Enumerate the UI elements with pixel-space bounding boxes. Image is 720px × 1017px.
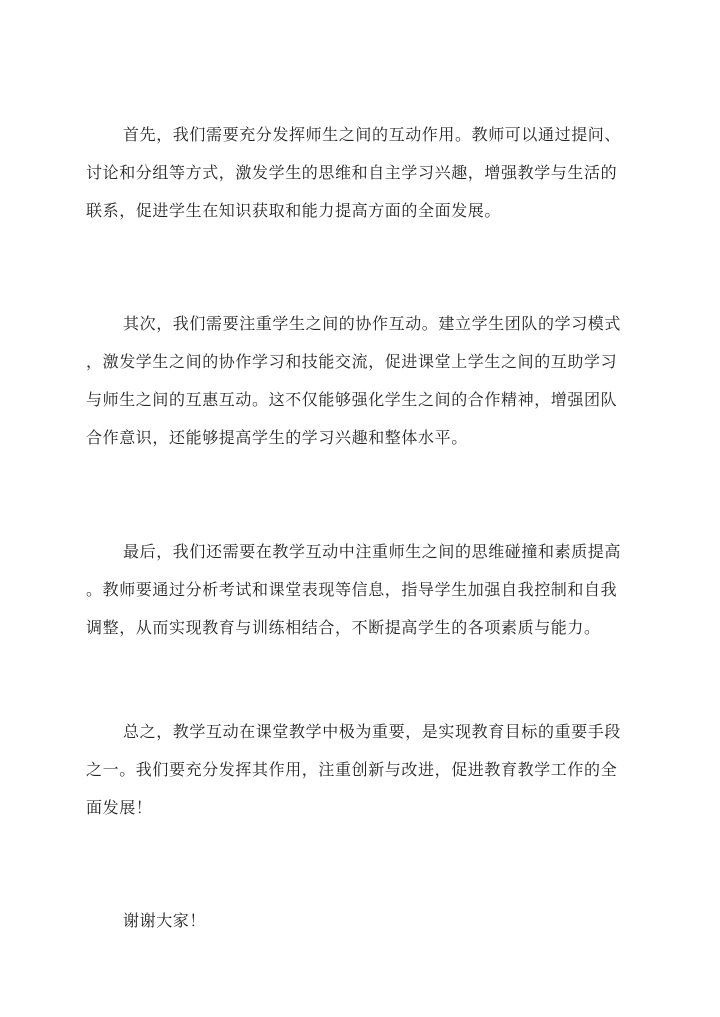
text-line: 最后，我们还需要在教学互动中注重师生之间的思维碰撞和素质提高 (123, 542, 622, 561)
paragraph-thanks (86, 902, 634, 940)
paragraph-second (86, 305, 634, 457)
text-line: 面发展！ (86, 798, 153, 817)
text-line: 首先，我们需要充分发挥师生之间的互动作用。教师可以通过提问、 (123, 125, 622, 144)
text-line: 讨论和分组等方式，激发学生的思维和自主学习兴趣，增强教学与生活的 (86, 163, 618, 182)
text-line: 与师生之间的互惠互动。这不仅能够强化学生之间的合作精神，增强团队 (86, 390, 618, 409)
paragraph-third (86, 533, 634, 647)
text-line: 联系，促进学生在知识获取和能力提高方面的全面发展。 (86, 201, 502, 220)
text-line: 。教师要通过分析考试和课堂表现等信息，指导学生加强自我控制和自我 (86, 580, 618, 599)
text-line: 其次，我们需要注重学生之间的协作互动。建立学生团队的学习模式 (123, 314, 622, 333)
text-line: 合作意识，还能够提高学生的学习兴趣和整体水平。 (86, 428, 468, 447)
paragraph-first (86, 116, 634, 230)
text-line: ，激发学生之间的协作学习和技能交流，促进课堂上学生之间的互助学习 (86, 352, 618, 371)
text-line: 谢谢大家！ (123, 911, 207, 930)
text-line: 总之，教学互动在课堂教学中极为重要，是实现教育目标的重要手段 (123, 722, 622, 741)
text-line: 调整，从而实现教育与训练相结合，不断提高学生的各项素质与能力。 (86, 618, 601, 637)
paragraph-conclusion (86, 713, 634, 827)
text-line: 之一。我们要充分发挥其作用，注重创新与改进，促进教育教学工作的全 (86, 760, 618, 779)
